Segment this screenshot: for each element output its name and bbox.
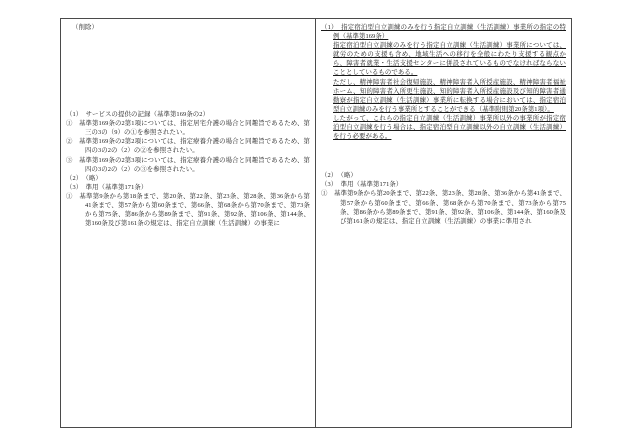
- comparison-table: [60, 18, 572, 428]
- right-section3-item-1: ① 基準第9条から第20条まで、第22条、第23条、第28条、第36条から第41条まで、第57条から第60条まで、第66条、第68条から第70条まで、第73条から第75条、第86条から第89条まで、第91条、第92条、第106条、第144条、第160条及び第161条の規定は、指定自立訓練（生活訓練）の事業に準用され: [321, 190, 566, 225]
- left-column: [61, 19, 316, 427]
- left-section2-heading: （2） （略）: [66, 174, 102, 182]
- right-section1-heading: （1） 指定宿泊型自立訓練のみを行う指定自立訓練（生活訓練）事業所の指定の特例（基準第169条）: [321, 24, 566, 41]
- right-section1-paragraph-3: したがって、これらの指定自立訓練（生活訓練）事業所以外の事業所が指定宿泊型自立訓練を行う場合は、指定宿泊型自立訓練以外の自立訓練（生活訓練）を行う必要がある。: [333, 114, 566, 141]
- right-column: [316, 19, 571, 427]
- left-section1-item-1: ① 基準第169条の2第1項については、指定居宅介護の場合と同趣旨であるため、第三の3の（9）の①を参照されたい。: [66, 120, 310, 137]
- right-section2-heading: （2） （略）: [321, 172, 357, 180]
- deleted-note: （削除）: [72, 24, 98, 31]
- left-section3-heading: （3） 準用（基準第171条）: [66, 183, 148, 191]
- left-section3-item-1: ① 基準第9条から第18条まで、第20条、第22条、第23条、第28条、第36条から第41条まで、第57条から第60条まで、第66条、第68条から第70条まで、第73条から第75条、第86条から第89条まで、第91条、第92条、第106条、第144条、第160条及び第161条の規定は、指定自立訓練（生活訓練）の事業に: [66, 192, 310, 228]
- left-section1-heading: （1） サービスの提供の記録（基準第169条の2）: [66, 111, 210, 119]
- left-section1-item-3: ③ 基準第169条の2第3項については、指定療養介護の場合と同趣旨であるため、第四の3の2の（2）の③を参照されたい。: [66, 156, 310, 173]
- right-section1-paragraph-2: ただし、精神障害者社会復帰施設、精神障害者入所授産施設、精神障害者福祉ホーム、知的障害者入所更生施設、知的障害者入所授産施設及び知的障害者通勤寮が指定自立訓練（生活訓練）事業所に転換する場合においては、指定宿泊型自立訓練のみを行う事業所とすることができる（基準附則第20条第1項）。: [333, 78, 566, 113]
- right-section3-heading: （3） 準用（基準第171条）: [321, 181, 403, 189]
- right-section1-paragraph-1: 指定宿泊型自立訓練のみを行う指定自立訓練（生活訓練）事業所については、就労のための支援も含め、地域生活への移行を全般にわたり支援する観点から、障害者就業・生活支援センターに併設されているものでなければならないこととしているものである。: [333, 42, 566, 77]
- left-section1-item-2: ② 基準第169条の2第2項については、指定療養介護の場合と同趣旨であるため、第四の3の2の（2）の②を参照されたい。: [66, 138, 310, 155]
